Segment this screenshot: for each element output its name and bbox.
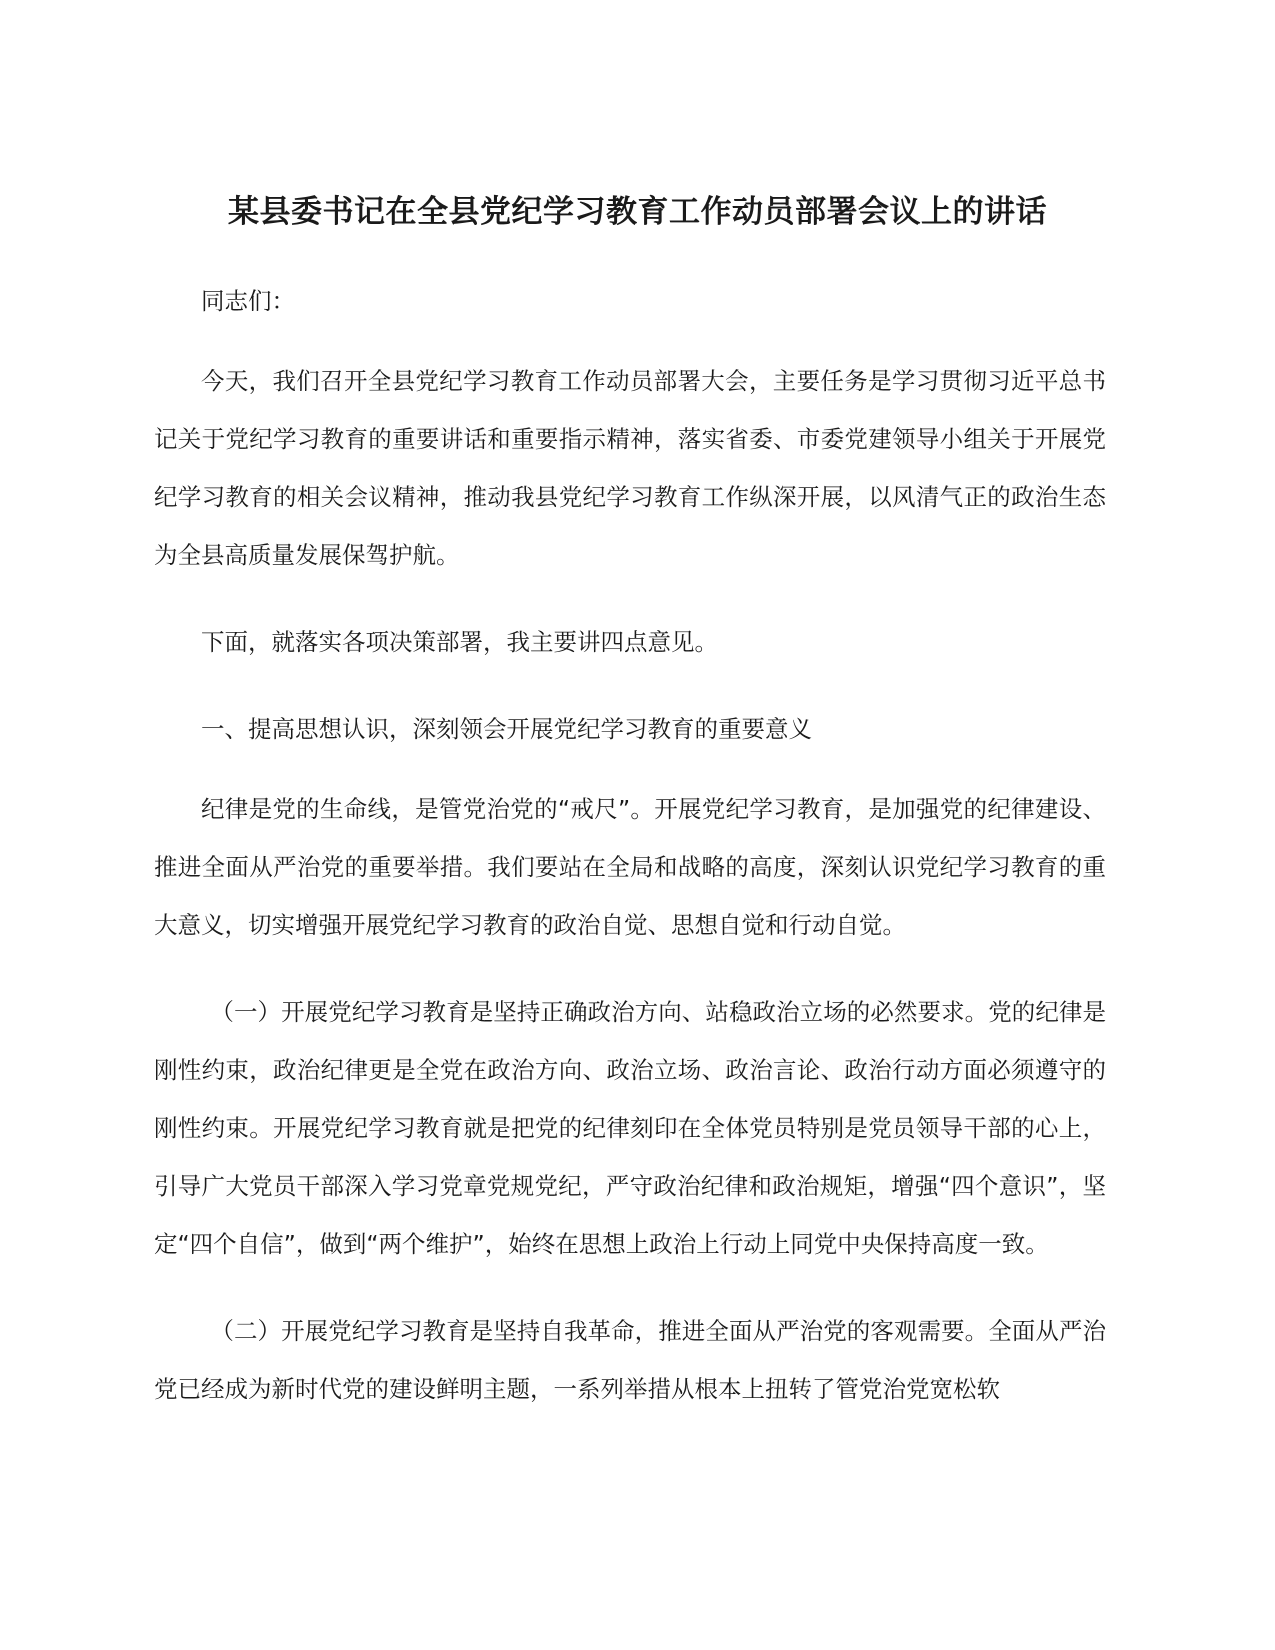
paragraph-subpoint-2: （二）开展党纪学习教育是坚持自我革命，推进全面从严治党的客观需要。全面从严治党已经成为新时代党的建设鲜明主题，一系列举措从根本上扭转了管党治党宽松软 xyxy=(154,1317,1106,1403)
paragraph-overview: 下面，就落实各项决策部署，我主要讲四点意见。 xyxy=(201,628,718,656)
document-body xyxy=(154,272,1106,1447)
greeting: 同志们： xyxy=(201,287,295,315)
document-title: 某县委书记在全县党纪学习教育工作动员部署会议上的讲话 xyxy=(228,194,1047,230)
paragraph-subpoint-1: （一）开展党纪学习教育是坚持正确政治方向、站稳政治立场的必然要求。党的纪律是刚性约束，政治纪律更是全党在政治方向、政治立场、政治言论、政治行动方面必须遵守的刚性约束。开展党纪学习教育就是把党的纪律刻印在全体党员特别是党员领导干部的心上，引导广大党员干部深入学习党章党规党纪，严守政治纪律和政治规矩，增强“四个意识”，坚定“四个自信”，做到“两个维护”，始终在思想上政治上行动上同党中央保持高度一致。 xyxy=(154,998,1106,1258)
section-heading-1: 一、提高思想认识，深刻领会开展党纪学习教育的重要意义 xyxy=(201,715,812,743)
paragraph-section-1: 纪律是党的生命线，是管党治党的“戒尺”。开展党纪学习教育，是加强党的纪律建设、推进全面从严治党的重要举措。我们要站在全局和战略的高度，深刻认识党纪学习教育的重大意义，切实增强开展党纪学习教育的政治自觉、思想自觉和行动自觉。 xyxy=(154,795,1106,939)
paragraph-intro: 今天，我们召开全县党纪学习教育工作动员部署大会，主要任务是学习贯彻习近平总书记关于党纪学习教育的重要讲话和重要指示精神，落实省委、市委党建领导小组关于开展党纪学习教育的相关会议精神，推动我县党纪学习教育工作纵深开展，以风清气正的政治生态为全县高质量发展保驾护航。 xyxy=(154,367,1106,569)
